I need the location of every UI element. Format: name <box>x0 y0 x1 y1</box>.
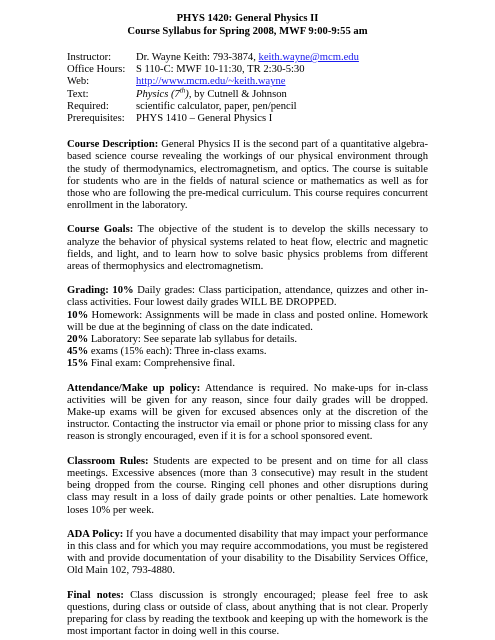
page-title <box>67 12 428 38</box>
text-label: Text: <box>67 88 89 100</box>
classroom-rules-body: Students are expected to be present and on time for all class meetings. Excessive absences (more than 3 consecutive) may result in the student being dropped from the course. Ringing cell phones and other disruptions during class may result in a loss of daily grade points or other penalties. Late homework loses 10% per week. <box>67 455 428 516</box>
course-goals-section <box>67 224 428 273</box>
grading-item <box>67 346 428 358</box>
instructor-label: Instructor: <box>67 52 112 63</box>
grading-item-text: Daily grades: Class participation, attendance, quizzes and other in-class activities. Four lowest daily grades WILL BE DROPPED. <box>67 285 428 309</box>
grading-item-text: Laboratory: See separate lab syllabus for details. <box>88 334 298 346</box>
ada-policy-body: If you have a documented disability that may impact your performance in this class and for which you may require accommodations, you must be registered with and provide documentation of your disability to the Disability Services Office, Old Main 102, 793-4880. <box>67 528 428 577</box>
final-notes-heading: Final notes: <box>67 589 124 601</box>
web-row <box>67 76 428 88</box>
grading-item-percent: 15% <box>67 358 89 370</box>
classroom-rules-heading: Classroom Rules: <box>67 455 149 467</box>
instructor-text: Dr. Wayne Keith: 793-3874, <box>136 52 259 63</box>
syllabus-title: Course Syllabus for Spring 2008, MWF 9:00-9:55 am <box>127 26 368 37</box>
ada-policy-section <box>67 529 428 578</box>
office-hours-value: S 110-C: MWF 10-11:30, TR 2:30-5:30 <box>136 64 305 76</box>
course-goals-body: The objective of the student is to develop the skills necessary to analyze the behavior of physical systems related to heat flow, electric and magnetic fields, and light, and to learn how to solve basic physics problems from different areas of thermophysics and electromagnetism. <box>67 224 429 273</box>
grading-item-text: exams (15% each): Three in-class exams. <box>88 346 267 358</box>
grading-section <box>67 285 428 370</box>
text-row <box>67 86 428 101</box>
syllabus-page <box>67 12 428 638</box>
grading-item-percent: 20% <box>67 334 89 346</box>
prerequisites-row <box>67 113 428 125</box>
classroom-rules-section <box>67 456 428 517</box>
grading-item-percent: 10% <box>67 309 89 321</box>
office-hours-label: Office Hours: <box>67 64 126 76</box>
final-notes-body: Class discussion is strongly encouraged; please feel free to ask questions, during class or outside of class, about anything that is not clear. Properly preparing for class by reading the textbook and keeping up with the homework is the most important factor in doing well in this course. <box>67 589 429 638</box>
course-description-section <box>67 139 428 212</box>
ada-policy-heading: ADA Policy: <box>67 528 124 540</box>
instructor-email-link[interactable]: keith.wayne@mcm.edu <box>258 52 359 63</box>
grading-item-text: Final exam: Comprehensive final. <box>88 358 235 370</box>
grading-item-percent: 45% <box>67 346 89 358</box>
web-link[interactable]: http://www.mcm.edu/~keith.wayne <box>136 76 286 88</box>
grading-item <box>67 310 428 334</box>
grading-heading: Grading: <box>67 285 109 297</box>
grading-item <box>67 334 428 346</box>
grading-item <box>67 358 428 370</box>
required-label: Required: <box>67 100 109 112</box>
grading-item-percent: 10% <box>112 285 134 297</box>
required-row <box>67 101 428 113</box>
prerequisites-value: PHYS 1410 – General Physics I <box>136 113 273 125</box>
instructor-row <box>67 52 428 64</box>
attendance-heading: Attendance/Make up policy: <box>67 382 201 394</box>
office-hours-row <box>67 64 428 76</box>
course-description-heading: Course Description: <box>67 139 159 151</box>
attendance-section <box>67 383 428 444</box>
textbook-title: Physics (7th) <box>136 86 189 100</box>
course-goals-heading: Course Goals: <box>67 224 134 236</box>
textbook-authors: , by Cutnell & Johnson <box>188 88 287 100</box>
web-label: Web: <box>67 76 90 88</box>
grading-item-text: Homework: Assignments will be made in class and posted online. Homework will be due at the beginning of class on the date indicated. <box>67 309 428 333</box>
required-value: scientific calculator, paper, pen/pencil <box>136 100 297 112</box>
course-info <box>67 52 428 125</box>
grading-item <box>67 285 428 309</box>
attendance-body: Attendance is required. No make-ups for in-class activities will be given for any reason, since four daily grades will be dropped. Make-up exams will be given for excused absences only at the discretion of the instructor. Contacting the instructor via email or phone prior to missing class for any reason is strongly encouraged, even if it is for a school sponsored event. <box>67 382 428 443</box>
edition-superscript: th <box>179 86 186 95</box>
course-title: PHYS 1420: General Physics II <box>176 13 319 24</box>
final-notes-section <box>67 590 428 639</box>
prerequisites-label: Prerequisites: <box>67 113 125 125</box>
course-description-body: General Physics II is the second part of a quantitative algebra-based science course revealing the workings of our physical environment through the study of thermodynamics, electromagnetism, and optics. The course is suitable for students who are in the fields of natural science or mathematics as well as for those who are following the pre-medical curriculum. This course requires concurrent enrollment in the laboratory. <box>67 139 428 212</box>
